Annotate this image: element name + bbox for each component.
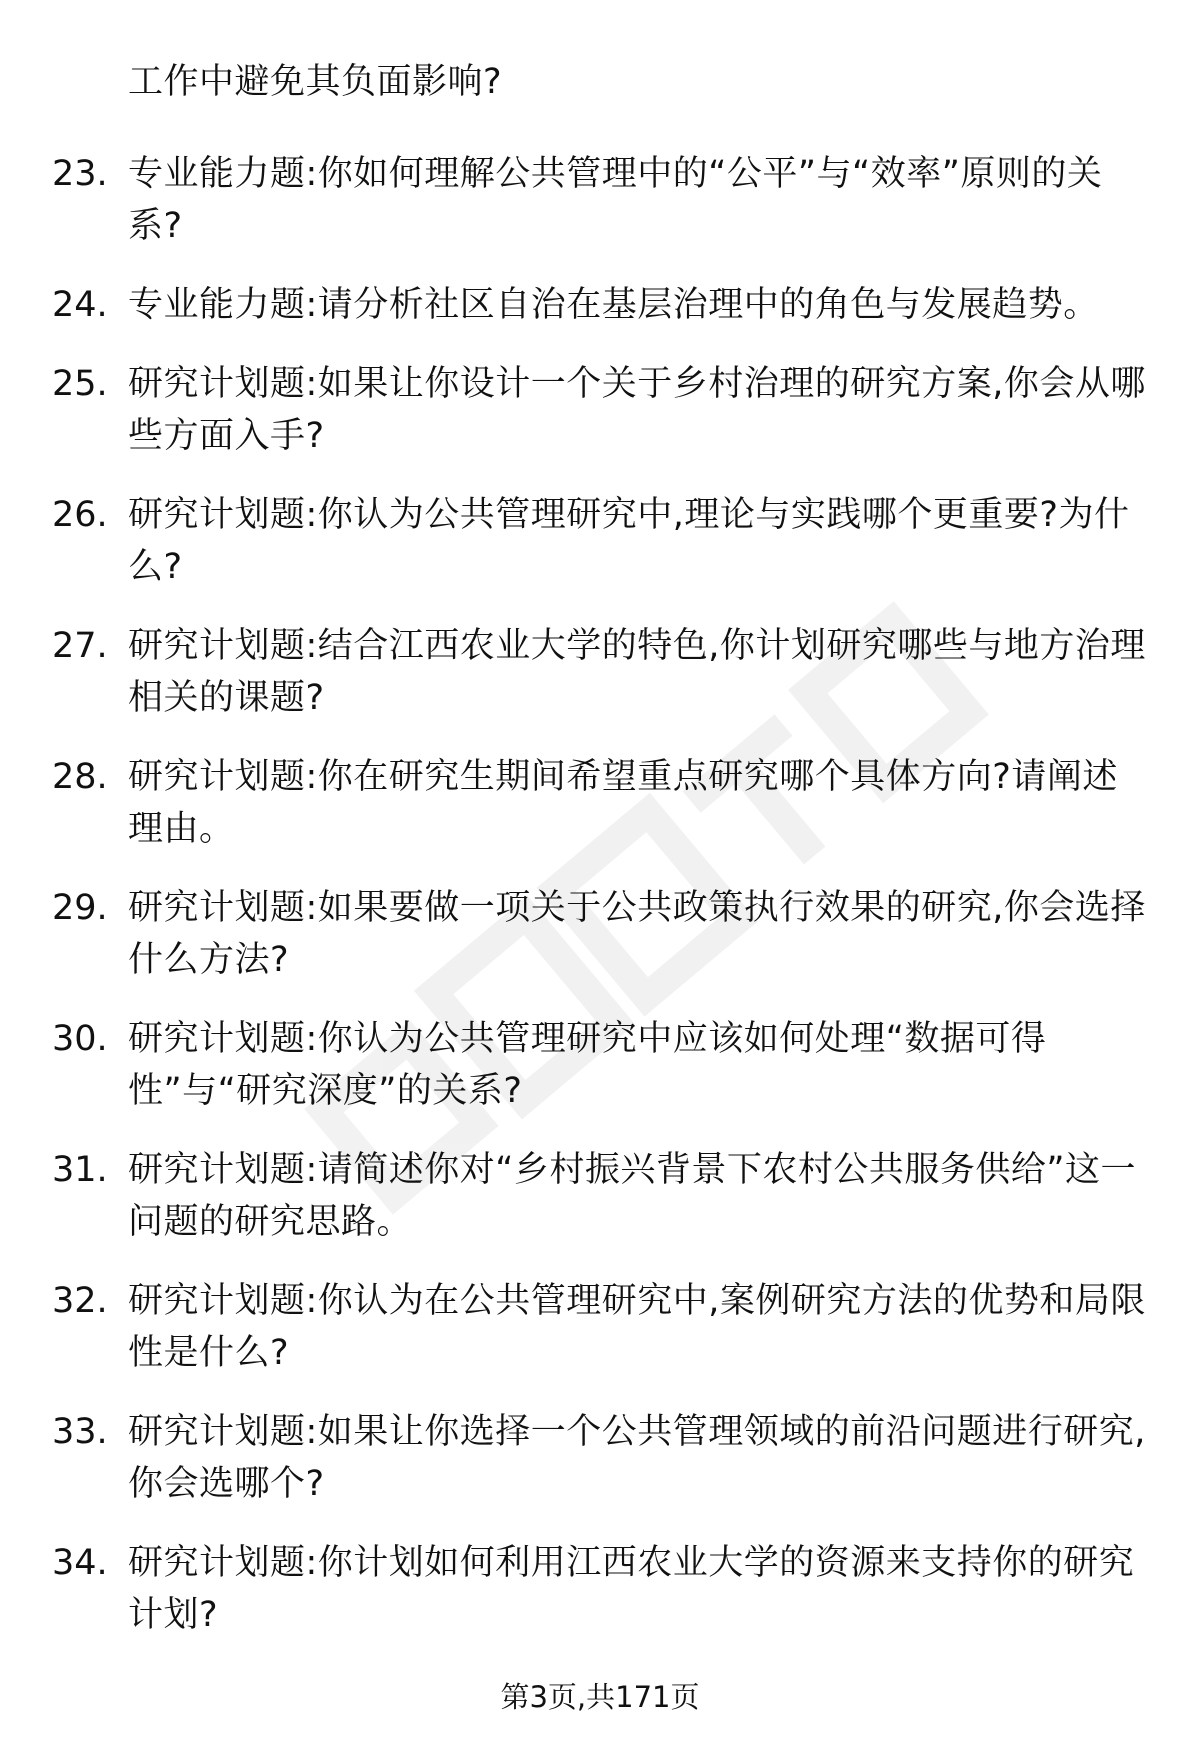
question-item-26 xyxy=(0,489,1200,620)
question-item-23 xyxy=(0,148,1200,279)
question-item-30 xyxy=(0,1013,1200,1144)
question-text: 专业能力题:请分析社区自治在基层治理中的角色与发展趋势。 xyxy=(128,285,1099,325)
question-text: 研究计划题:你认为在公共管理研究中,案例研究方法的优势和局限性是什么? xyxy=(128,1281,1146,1373)
question-list xyxy=(0,148,1200,1668)
question-text: 研究计划题:结合江西农业大学的特色,你计划研究哪些与地方治理相关的课题? xyxy=(128,626,1146,718)
question-text: 研究计划题:请简述你对“乡村振兴背景下农村公共服务供给”这一问题的研究思路。 xyxy=(128,1150,1137,1242)
question-text: 研究计划题:如果要做一项关于公共政策执行效果的研究,你会选择什么方法? xyxy=(128,888,1146,980)
page-footer: 第3页,共171页 xyxy=(500,1680,700,1714)
question-item-24 xyxy=(0,279,1200,358)
question-item-34 xyxy=(0,1537,1200,1668)
question-item-32 xyxy=(0,1275,1200,1406)
question-text: 研究计划题:如果让你选择一个公共管理领域的前沿问题进行研究,你会选哪个? xyxy=(128,1412,1146,1504)
question-text: 研究计划题:你认为公共管理研究中应该如何处理“数据可得性”与“研究深度”的关系? xyxy=(128,1019,1047,1111)
question-text: 研究计划题:你认为公共管理研究中,理论与实践哪个更重要?为什么? xyxy=(128,495,1130,587)
question-number: 33. xyxy=(52,1412,108,1452)
question-number: 25. xyxy=(52,364,108,404)
question-number: 32. xyxy=(52,1281,108,1321)
question-number: 31. xyxy=(52,1150,108,1190)
question-number: 23. xyxy=(52,154,108,194)
question-text: 研究计划题:你在研究生期间希望重点研究哪个具体方向?请阐述理由。 xyxy=(128,757,1118,849)
continued-question-line: 工作中避免其负面影响? xyxy=(128,62,503,102)
question-number: 26. xyxy=(52,495,108,535)
question-item-27 xyxy=(0,620,1200,751)
question-item-33 xyxy=(0,1406,1200,1537)
question-text: 研究计划题:如果让你设计一个关于乡村治理的研究方案,你会从哪些方面入手? xyxy=(128,364,1146,456)
question-number: 28. xyxy=(52,757,108,797)
question-item-28 xyxy=(0,751,1200,882)
question-item-25 xyxy=(0,358,1200,489)
question-text: 研究计划题:你计划如何利用江西农业大学的资源来支持你的研究计划? xyxy=(128,1543,1135,1635)
question-item-29 xyxy=(0,882,1200,1013)
question-item-31 xyxy=(0,1144,1200,1275)
question-text: 专业能力题:你如何理解公共管理中的“公平”与“效率”原则的关系? xyxy=(128,154,1103,246)
question-number: 27. xyxy=(52,626,108,666)
question-number: 24. xyxy=(52,285,108,325)
question-number: 29. xyxy=(52,888,108,928)
question-number: 34. xyxy=(52,1543,108,1583)
question-number: 30. xyxy=(52,1019,108,1059)
